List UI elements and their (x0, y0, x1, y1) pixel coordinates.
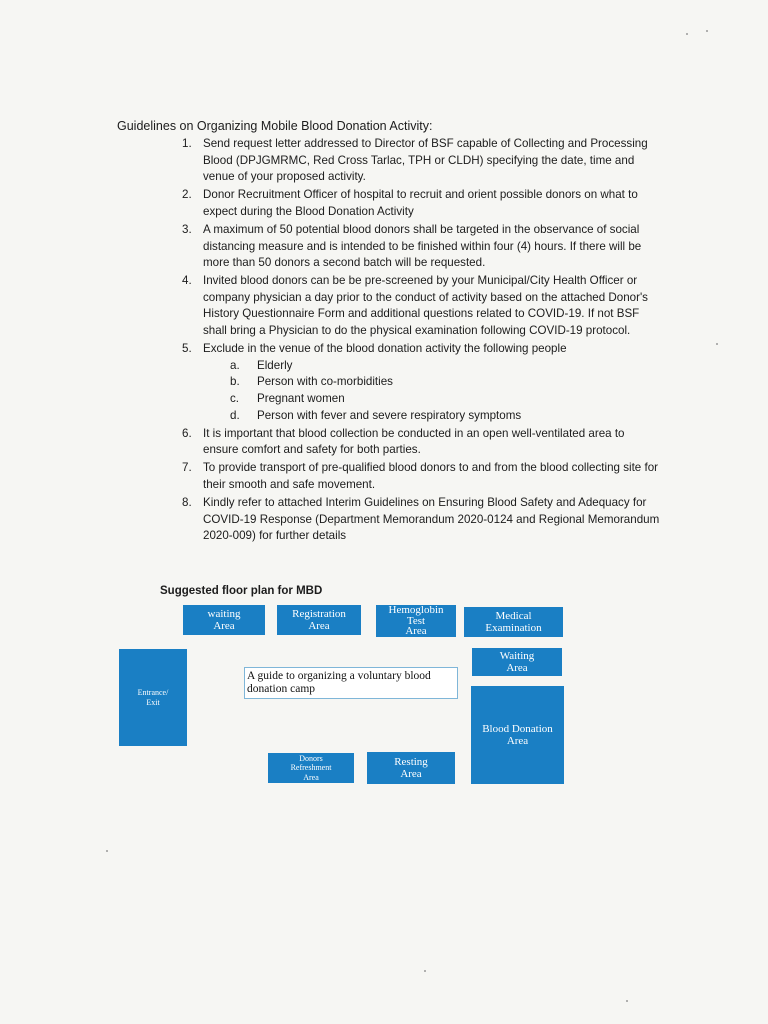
list-item: 4. Invited blood donors can be be pre-screened by your Municipal/City Health Officer or company physician a day prior to the conduct of activity based on the attached Donor's History Questionnaire Form and additional questions related to COVID-19. If not BSF shall bring a Physician to do the physical examination following COVID-19 protocol. (182, 274, 648, 338)
registration-area: Registration Area (277, 605, 361, 635)
sub-list-item: b. Person with co-morbidities (230, 375, 393, 389)
resting-area: Resting Area (367, 752, 455, 784)
sub-list-item: c. Pregnant women (230, 391, 345, 405)
floor-plan-title: Suggested floor plan for MBD (160, 585, 323, 597)
exclusion-sublist (203, 358, 662, 424)
donors-refreshment-area: Donors Refreshment Area (268, 753, 354, 783)
waiting-area-right: Waiting Area (472, 648, 562, 676)
entrance-exit: Entrance/ Exit (119, 649, 187, 746)
waiting-area-top: waiting Area (183, 605, 265, 635)
list-item-text: Send request letter addressed to Director of BSF capable of Collecting and Processing Blood (DPJGMRMC, Red Cross Tarlac, TPH or CLDH) specifying the date, time and venue of your proposed activity. (203, 137, 648, 184)
guidelines-list (182, 136, 662, 546)
list-item: 8. Kindly refer to attached Interim Guidelines on Ensuring Blood Safety and Adequacy for COVID-19 Response (Department Memorandum 2020-0124 and Regional Memorandum 2020-009) for further details (182, 495, 660, 543)
scan-speck (424, 970, 426, 972)
list-item: 6. It is important that blood collection be conducted in an open well-ventilated area to ensure comfort and safety for both parties. (182, 426, 625, 457)
medical-examination-area: Medical Examination (464, 607, 563, 637)
scan-speck (106, 850, 108, 852)
floor-plan-note: A guide to organizing a voluntary blood donation camp (244, 667, 458, 699)
list-item-text: Exclude in the venue of the blood donation activity the following people (203, 342, 567, 356)
list-item-text: To provide transport of pre-qualified blood donors to and from the blood collecting site for their smooth and safe movement. (203, 461, 658, 491)
blood-donation-area: Blood Donation Area (471, 686, 564, 784)
scan-speck (706, 30, 708, 32)
list-item-text: Invited blood donors can be be pre-screened by your Municipal/City Health Officer or company physician a day prior to the conduct of activity based on the attached Donor's History Questionnaire Form and additional questions related to COVID-19. If not BSF shall bring a Physician to do the physical examination following COVID-19 protocol. (203, 274, 648, 338)
list-item: 2. Donor Recruitment Officer of hospital to recruit and orient possible donors on what to expect during the Blood Donation Activity (182, 188, 638, 218)
sub-list-item: d. Person with fever and severe respiratory symptoms (230, 408, 522, 422)
list-item: 1. Send request letter addressed to Director of BSF capable of Collecting and Processing Blood (DPJGMRMC, Red Cross Tarlac, TPH or CLDH) specifying the date, time and venue of your proposed activity. (182, 137, 648, 184)
list-item: 3. A maximum of 50 potential blood donors shall be targeted in the observance of social distancing measure and is intended to be finished within four (4) hours. If there will be more than 50 donors a second batch will be requested. (182, 222, 642, 270)
list-item: 5. Exclude in the venue of the blood donation activity the following people a. Elderly b. Person with co-morbidities c. Pregnant women d. Person with fever and severe respiratory symptoms (182, 341, 662, 424)
list-item-text: Kindly refer to attached Interim Guidelines on Ensuring Blood Safety and Adequacy for COVID-19 Response (Department Memorandum 2020-0124 and Regional Memorandum 2020-009) for further details (203, 495, 660, 543)
guidelines-heading: Guidelines on Organizing Mobile Blood Donation Activity: (117, 119, 433, 133)
list-item: 7. To provide transport of pre-qualified blood donors to and from the blood collecting site for their smooth and safe movement. (182, 461, 658, 491)
scan-speck (626, 1000, 628, 1002)
scan-speck (686, 33, 688, 35)
list-item-text: Donor Recruitment Officer of hospital to recruit and orient possible donors on what to expect during the Blood Donation Activity (203, 188, 638, 218)
list-item-text: It is important that blood collection be conducted in an open well-ventilated area to ensure comfort and safety for both parties. (203, 426, 625, 457)
sub-list-item: a. Elderly (230, 358, 293, 372)
hemoglobin-test-area: Hemoglobin Test Area (376, 605, 456, 637)
list-item-text: A maximum of 50 potential blood donors shall be targeted in the observance of social distancing measure and is intended to be finished within four (4) hours. If there will be more than 50 donors a second batch will be requested. (203, 222, 642, 270)
scan-speck (716, 343, 718, 345)
